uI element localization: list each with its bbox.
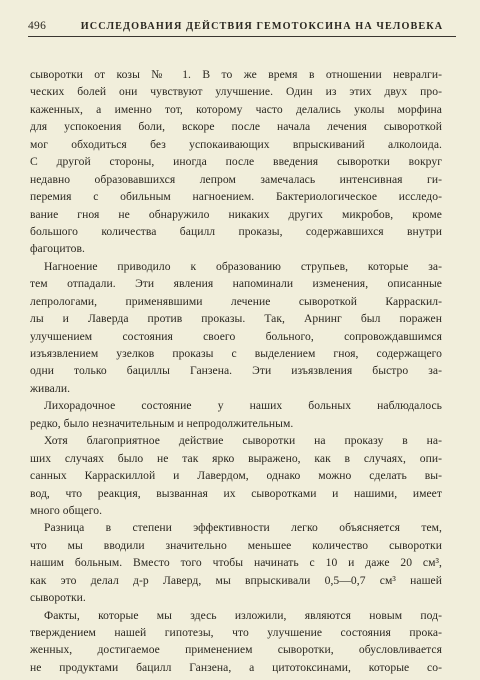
text-line: Разница в степени эффективности легко объясняется тем, xyxy=(44,521,442,535)
text-line: Факты, которые мы здесь изложили, являются новым под- xyxy=(44,608,442,622)
text-line: для успокоения боли, вскоре после начала лечения сывороткой xyxy=(30,120,442,134)
text-line: нашим больным. Вместо того чтобы начинать с 10 и даже 20 см³, xyxy=(30,556,442,570)
text-line: фагоцитов. xyxy=(30,242,85,256)
text-line: перемия с обильным нагноением. Бактериологическое исследо- xyxy=(30,190,442,204)
text-line: живали. xyxy=(30,381,71,395)
text-line: сыворотки. xyxy=(30,591,86,605)
text-line: женных, достигаемое применением сыворотки, обусловливается xyxy=(30,643,442,657)
text-line: Нагноение приводило к образованию струпьев, которые за- xyxy=(44,259,442,273)
text-line: тверждением нашей гипотезы, что улучшение состояния прока- xyxy=(30,626,442,639)
text-line: изъязвлением узелков проказы с выделением гноя, содержащего xyxy=(30,347,442,360)
text-line: мог обходиться без успокаивающих впрыскиваний алколоида. xyxy=(30,137,442,151)
text-line: большого количества бацилл проказы, содержавшихся внутри xyxy=(30,224,442,238)
text-line: недавно образовавшихся лепром замечалась интенсивная ги- xyxy=(30,172,442,186)
running-head: ИССЛЕДОВАНИЯ ДЕЙСТВИЯ ГЕМОТОКСИНА НА ЧЕЛОВЕКА xyxy=(80,21,444,32)
page-header xyxy=(28,20,456,37)
text-line: санных Карраскиллой и Лавердом, однако можно сделать вы- xyxy=(30,469,442,483)
text-line: лепрологами, применявшими лечение сывороткой Карраскил- xyxy=(30,294,442,308)
text-line: ческих болей они чувствуют улучшение. Один из этих двух про- xyxy=(30,85,442,99)
text-line: как это делал д-р Лаверд, мы впрыскивали 0,5—0,7 см³ нашей xyxy=(30,573,442,587)
text-line: лы и Лаверда против проказы. Так, Арнинг был поражен xyxy=(30,312,442,326)
text-line: улучшением состояния своего больного, сопровождавшимся xyxy=(30,329,442,343)
text-line: тем отпадали. Эти явления напоминали изменения, описанные xyxy=(30,277,442,291)
text-line: редко, было незначительным и непродолжительным. xyxy=(30,416,294,430)
text-line: много общего. xyxy=(30,503,103,517)
text-line: Хотя благоприятное действие сыворотки на проказу в на- xyxy=(44,434,442,448)
page-number: 496 xyxy=(28,20,47,32)
text-line: вание гноя не обнаружило никаких других микробов, кроме xyxy=(30,207,442,221)
text-line: Лихорадочное состояние у наших больных наблюдалось xyxy=(44,399,442,413)
text-line: ших случаях было не так ярко выражено, как в случаях, опи- xyxy=(30,451,442,465)
body-text xyxy=(30,66,442,676)
text-line: не продуктами бацилл Ганзена, а цитотоксинами, которые со- xyxy=(30,660,442,674)
text-line: одни только бациллы Ганзена. Эти изъязвления быстро за- xyxy=(30,364,442,378)
text-line: сыворотки от козы № 1. В то же время в отношении невралги- xyxy=(30,68,442,81)
text-line: С другой стороны, иногда после введения сыворотки вокруг xyxy=(30,155,442,169)
text-line: вод, что реакция, вызванная их сыворотками и нашими, имеет xyxy=(30,486,442,500)
text-line: что мы вводили значительно меньшее количество сыворотки xyxy=(30,538,442,552)
text-line: каженных, а именно тот, которому часто делались уколы морфина xyxy=(30,102,442,116)
